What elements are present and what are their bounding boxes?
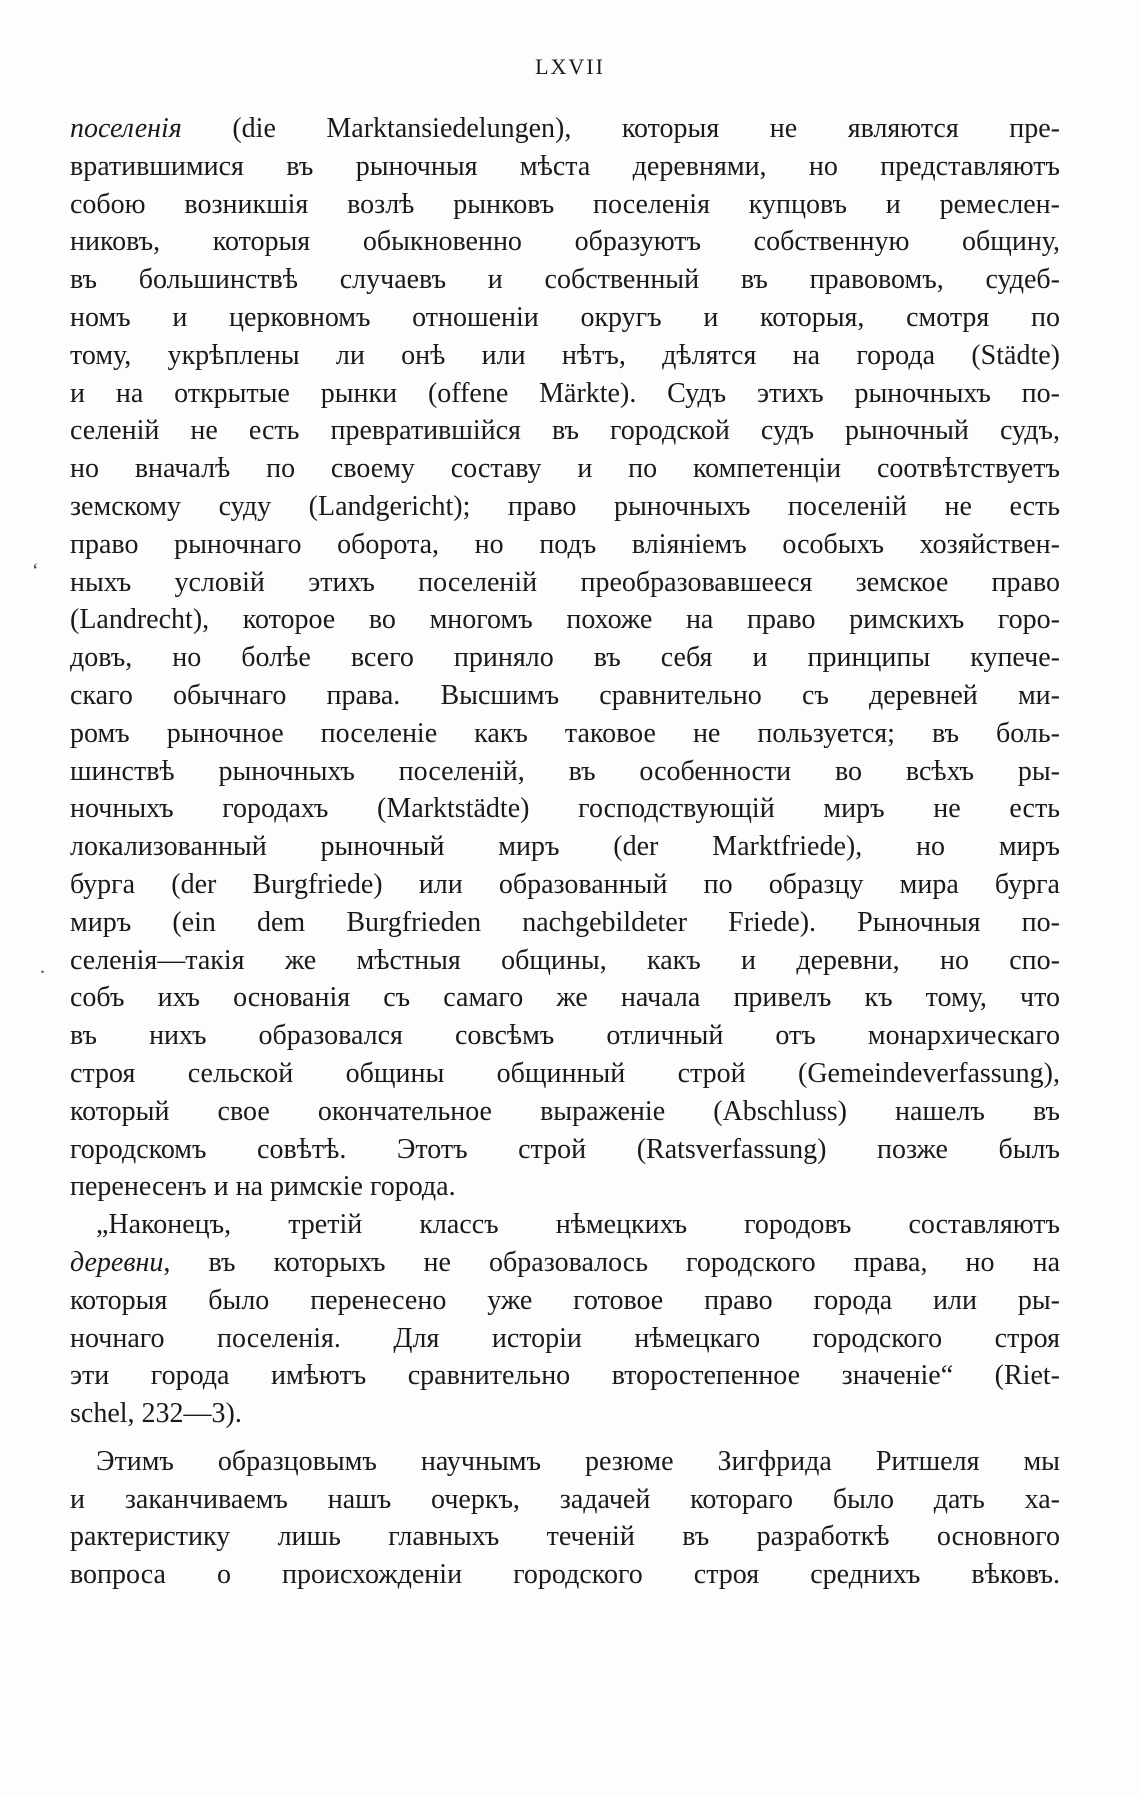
margin-mark: ‘ — [32, 560, 39, 582]
text-line: и заканчиваемъ нашъ очеркъ, задачей котораго было дать ха- — [70, 1483, 1060, 1515]
text-line: вратившимися въ рыночныя мѣста деревнями, но представляютъ — [70, 150, 1060, 182]
text-line: Этимъ образцовымъ научнымъ резюме Зигфрида Ритшеля мы — [96, 1445, 1060, 1477]
text-line: которыя было перенесено уже готовое право города или ры- — [70, 1284, 1060, 1316]
margin-mark: . — [40, 956, 45, 978]
text-line: ныхъ условій этихъ поселеній преобразовавшееся земское право — [70, 566, 1060, 598]
text-line: рактеристику лишь главныхъ теченій въ разработкѣ основного — [70, 1521, 1060, 1553]
text-line: ночнаго поселенія. Для исторіи нѣмецкаго городского строя — [70, 1322, 1060, 1354]
text-line: городскомъ совѣтѣ. Этотъ строй (Ratsverfassung) позже былъ — [70, 1133, 1060, 1165]
text-line: и на открытые рынки (offene Märkte). Судъ этихъ рыночныхъ по- — [70, 377, 1060, 409]
text-line: локализованный рыночный миръ (der Marktfriede), но миръ — [70, 831, 1060, 863]
text-line: ромъ рыночное поселеніе какъ таковое не пользуется; въ боль- — [70, 717, 1060, 749]
text-line: строя сельской общины общинный строй (Gemeindeverfassung), — [70, 1057, 1060, 1089]
text-line: номъ и церковномъ отношеніи округъ и которыя, смотря по — [70, 301, 1060, 333]
paragraph — [70, 1443, 1060, 1594]
text-line: вопроса о происхожденіи городского строя среднихъ вѣковъ. — [70, 1559, 1060, 1591]
text-line: въ нихъ образовался совсѣмъ отличный отъ монархическаго — [70, 1020, 1060, 1052]
text-line: бурга (der Burgfriede) или образованный по образцу мира бурга — [70, 868, 1060, 900]
paragraph — [70, 1206, 1060, 1433]
text-line: который свое окончательное выраженіе (Abschluss) нашелъ въ — [70, 1095, 1060, 1127]
text-line: селеній не есть превратившійся въ городской судъ рыночный судъ, — [70, 415, 1060, 447]
text-line: schel, 232—3). — [70, 1398, 242, 1430]
text-line: (Landrecht), которое во многомъ похоже на право римскихъ горо- — [70, 604, 1060, 636]
text-line: эти города имѣютъ сравнительно второстепенное значеніе“ (Riet- — [70, 1360, 1060, 1392]
text-line: никовъ, которыя обыкновенно образуютъ собственную общину, — [70, 226, 1060, 258]
text-line: собъ ихъ основанія съ самаго же начала привелъ къ тому, что — [70, 982, 1060, 1014]
text-line: но вначалѣ по своему составу и по компетенціи соотвѣтствуетъ — [70, 453, 1060, 485]
text-line: миръ (ein dem Burgfrieden nachgebildeter Friede). Рыночныя по- — [70, 906, 1060, 938]
paragraph — [70, 110, 1060, 1206]
text-line: перенесенъ и на римскіе города. — [70, 1171, 456, 1203]
emphasis-word: поселенія — [70, 113, 182, 144]
text-line: „Наконецъ, третій классъ нѣмецкихъ городовъ составляютъ — [96, 1209, 1060, 1241]
text-line: шинствѣ рыночныхъ поселеній, въ особенности во всѣхъ ры- — [70, 755, 1060, 787]
text-line: собою возникшія возлѣ рынковъ поселенія купцовъ и ремеслен- — [70, 188, 1060, 220]
text-line: тому, укрѣплены ли онѣ или нѣтъ, дѣлятся на города (Städte) — [70, 339, 1060, 371]
paragraph-gap — [70, 1433, 1060, 1443]
page-number: LXVII — [535, 54, 605, 79]
body-text — [70, 110, 1060, 1594]
text-line: довъ, но болѣе всего приняло въ себя и принципы купече- — [70, 642, 1060, 674]
text-line: селенія—такія же мѣстныя общины, какъ и деревни, но спо- — [70, 944, 1060, 976]
text-line: ночныхъ городахъ (Marktstädte) господствующій миръ не есть — [70, 793, 1060, 825]
text-line: въ большинствѣ случаевъ и собственный въ правовомъ, судеб- — [70, 264, 1060, 296]
text-line: поселенія (die Marktansiedelungen), которыя не являются пре- — [70, 113, 1060, 144]
text-line: право рыночнаго оборота, но подъ вліяніемъ особыхъ хозяйствен- — [70, 528, 1060, 560]
text-line: скаго обычнаго права. Высшимъ сравнительно съ деревней ми- — [70, 679, 1060, 711]
text-line: земскому суду (Landgericht); право рыночныхъ поселеній не есть — [70, 490, 1060, 522]
text-line: деревни, въ которыхъ не образовалось городского права, но на — [70, 1246, 1060, 1278]
emphasis-word: деревни — [70, 1246, 164, 1278]
